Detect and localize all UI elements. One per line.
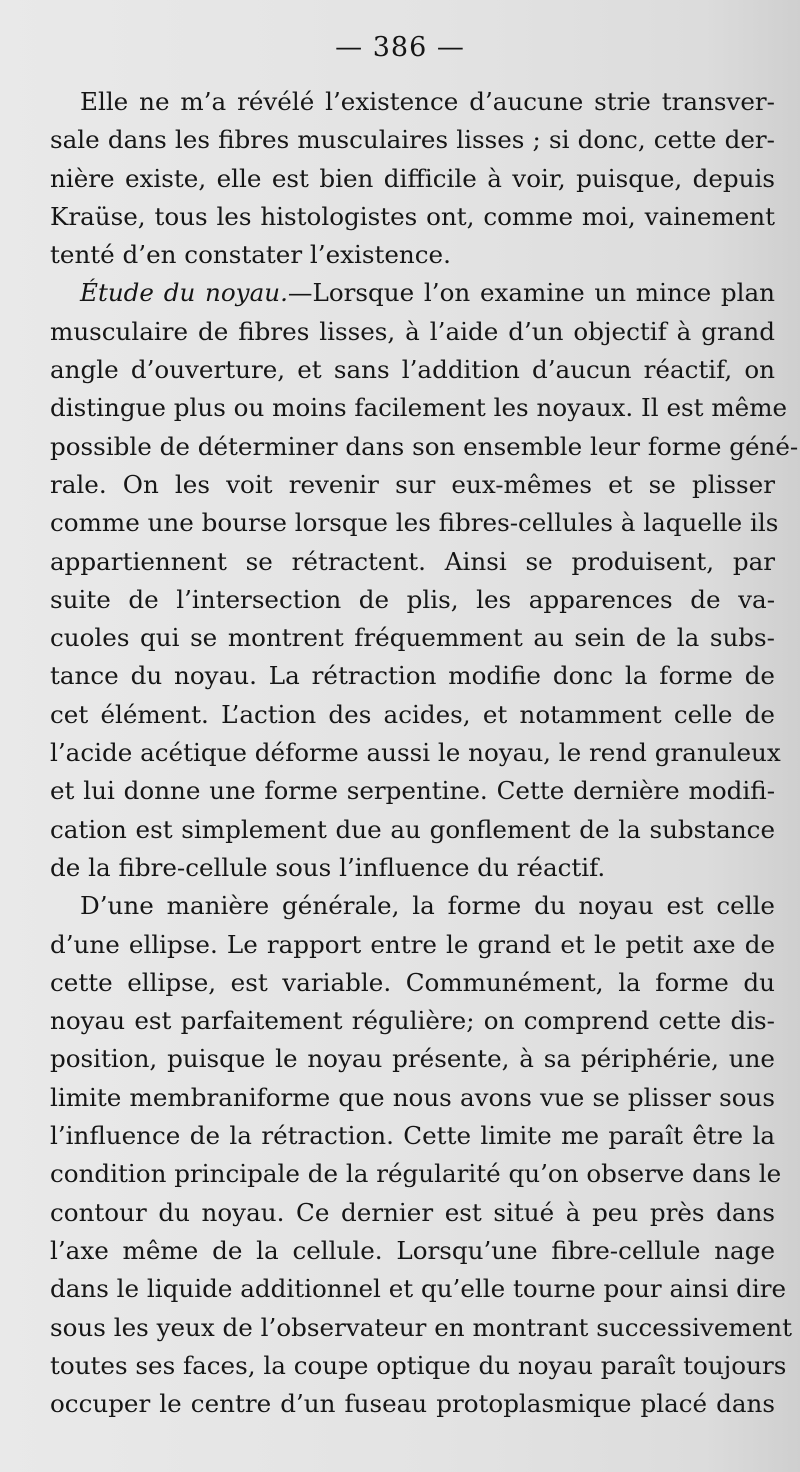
text-line: nière existe, elle est bien difficile à voir, puisque, depuis	[50, 163, 775, 193]
text-line: sale dans les fibres musculaires lisses ; si donc, cette der-	[50, 125, 775, 155]
paragraph	[50, 274, 799, 887]
text-line: rale. On les voit revenir sur eux-mêmes et se plisser	[50, 469, 775, 499]
text-line: l’axe même de la cellule. Lorsqu’une fibre-cellule nage	[50, 1235, 775, 1265]
text-line	[50, 274, 775, 312]
text-line: occuper le centre d’un fuseau protoplasmique placé dans	[50, 1389, 775, 1419]
text-line: possible de déterminer dans son ensemble leur forme géné-	[50, 431, 799, 461]
text-line: position, puisque le noyau présente, à sa périphérie, une	[50, 1044, 775, 1074]
text-line: distingue plus ou moins facilement les noyaux. Il est même	[50, 393, 788, 423]
text-line: condition principale de la régularité qu’on observe dans le	[50, 1159, 782, 1189]
text-line: contour du noyau. Ce dernier est situé à peu près dans	[50, 1197, 775, 1227]
text-line: D’une manière générale, la forme du noyau est celle	[80, 891, 775, 921]
text-line: Elle ne m’a révélé l’existence d’aucune strie transver-	[80, 87, 775, 116]
text-line: l’influence de la rétraction. Cette limite me paraît être la	[50, 1121, 775, 1151]
text-line: tance du noyau. La rétraction modifie donc la forme de	[50, 661, 775, 691]
text-span: —Lorsque l’on examine un mince plan	[287, 278, 775, 308]
paragraph	[50, 83, 775, 274]
text-line: de la fibre-cellule sous l’influence du réactif.	[50, 852, 606, 882]
text-line: tenté d’en constater l’existence.	[50, 240, 451, 270]
text-line: noyau est parfaitement régulière; on comprend cette dis-	[50, 1006, 775, 1036]
text-line: suite de l’intersection de plis, les apparences de va-	[50, 584, 775, 614]
section-heading: Étude du noyau.	[80, 278, 288, 308]
text-line: cuoles qui se montrent fréquemment au sein de la subs-	[50, 623, 775, 653]
text-line: sous les yeux de l’observateur en montrant successivement	[50, 1312, 792, 1342]
text-line: l’acide acétique déforme aussi le noyau, le rend granuleux	[50, 738, 781, 768]
text-line: Kraüse, tous les histologistes ont, comme moi, vainement	[50, 201, 775, 231]
text-line: appartiennent se rétractent. Ainsi se produisent, par	[50, 546, 775, 576]
text-line: dans le liquide additionnel et qu’elle tourne pour ainsi dire	[50, 1274, 787, 1304]
text-line: toutes ses faces, la coupe optique du noyau paraît toujours	[50, 1350, 787, 1380]
text-line: et lui donne une forme serpentine. Cette dernière modifi-	[50, 776, 775, 806]
text-line: d’une ellipse. Le rapport entre le grand et le petit axe de	[50, 929, 775, 959]
text-line: cette ellipse, est variable. Communément, la forme du	[50, 967, 775, 997]
text-line: cation est simplement due au gonflement de la substance	[50, 814, 775, 844]
text-line: cet élément. L’action des acides, et notamment celle de	[50, 699, 775, 729]
body-text	[50, 83, 799, 1423]
text-line: angle d’ouverture, et sans l’addition d’aucun réactif, on	[50, 355, 775, 385]
text-line: limite membraniforme que nous avons vue se plisser sous	[50, 1082, 775, 1112]
paragraph	[50, 887, 792, 1423]
text-line: musculaire de fibres lisses, à l’aide d’un objectif à grand	[50, 316, 775, 346]
text-line: comme une bourse lorsque les fibres-cellules à laquelle ils	[50, 508, 779, 538]
page-number: — 386 —	[335, 32, 465, 63]
